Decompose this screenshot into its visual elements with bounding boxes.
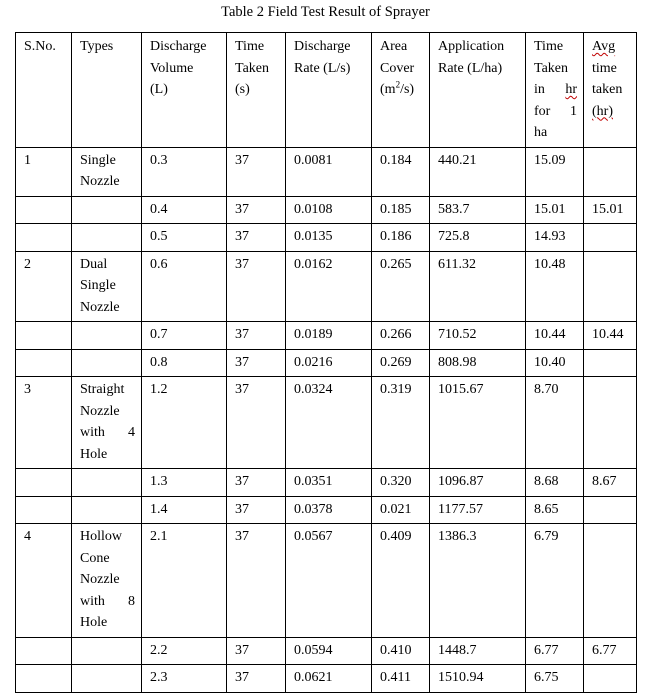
cell-avg-time	[584, 251, 637, 322]
cell-application-rate: 1510.94	[430, 665, 526, 693]
cell-discharge-rate: 0.0351	[286, 469, 372, 497]
cell-application-rate: 710.52	[430, 322, 526, 350]
table-row	[16, 349, 637, 377]
cell-avg-time: 6.77	[584, 637, 637, 665]
cell-discharge-volume: 1.4	[142, 496, 227, 524]
cell-sno: 1	[16, 147, 72, 196]
cell-application-rate: 1386.3	[430, 524, 526, 638]
table-row	[16, 147, 637, 196]
cell-avg-time	[584, 377, 637, 469]
cell-time-taken-hr: 10.44	[526, 322, 584, 350]
cell-type	[72, 322, 142, 350]
cell-application-rate: 1096.87	[430, 469, 526, 497]
cell-area-cover: 0.021	[372, 496, 430, 524]
cell-area-cover: 0.269	[372, 349, 430, 377]
cell-sno: 4	[16, 524, 72, 638]
cell-sno: 2	[16, 251, 72, 322]
cell-sno	[16, 224, 72, 252]
table-row	[16, 469, 637, 497]
cell-discharge-rate: 0.0324	[286, 377, 372, 469]
table-row	[16, 524, 637, 638]
table-row	[16, 224, 637, 252]
cell-area-cover: 0.265	[372, 251, 430, 322]
cell-time-taken-hr: 8.70	[526, 377, 584, 469]
cell-discharge-volume: 2.2	[142, 637, 227, 665]
cell-discharge-rate: 0.0378	[286, 496, 372, 524]
cell-application-rate: 440.21	[430, 147, 526, 196]
cell-discharge-rate: 0.0135	[286, 224, 372, 252]
table-row	[16, 251, 637, 322]
cell-application-rate: 583.7	[430, 196, 526, 224]
cell-discharge-volume: 0.6	[142, 251, 227, 322]
cell-avg-time: 15.01	[584, 196, 637, 224]
cell-type: Hollow Cone Nozzle with 8 Hole	[72, 524, 142, 638]
cell-time-taken-hr: 6.75	[526, 665, 584, 693]
cell-avg-time	[584, 496, 637, 524]
cell-time-taken: 37	[227, 496, 286, 524]
cell-application-rate: 1448.7	[430, 637, 526, 665]
cell-type	[72, 224, 142, 252]
header-time-taken-hr: Time Taken in hr for 1 ha	[526, 33, 584, 148]
cell-time-taken-hr: 14.93	[526, 224, 584, 252]
cell-application-rate: 808.98	[430, 349, 526, 377]
cell-time-taken: 37	[227, 224, 286, 252]
cell-time-taken: 37	[227, 322, 286, 350]
cell-area-cover: 0.320	[372, 469, 430, 497]
cell-time-taken-hr: 6.79	[526, 524, 584, 638]
cell-time-taken: 37	[227, 196, 286, 224]
cell-time-taken: 37	[227, 349, 286, 377]
cell-avg-time: 10.44	[584, 322, 637, 350]
cell-type	[72, 196, 142, 224]
cell-time-taken-hr: 10.40	[526, 349, 584, 377]
cell-type	[72, 469, 142, 497]
cell-type	[72, 665, 142, 693]
cell-discharge-rate: 0.0189	[286, 322, 372, 350]
header-types: Types	[72, 33, 142, 148]
cell-discharge-rate: 0.0594	[286, 637, 372, 665]
table-caption: Table 2 Field Test Result of Sprayer	[221, 4, 430, 20]
cell-area-cover: 0.186	[372, 224, 430, 252]
cell-application-rate: 611.32	[430, 251, 526, 322]
cell-discharge-rate: 0.0567	[286, 524, 372, 638]
field-test-table	[15, 32, 637, 693]
cell-sno	[16, 496, 72, 524]
cell-area-cover: 0.411	[372, 665, 430, 693]
cell-discharge-rate: 0.0108	[286, 196, 372, 224]
cell-time-taken: 37	[227, 524, 286, 638]
cell-application-rate: 1015.67	[430, 377, 526, 469]
cell-discharge-rate: 0.0162	[286, 251, 372, 322]
cell-discharge-volume: 1.3	[142, 469, 227, 497]
cell-time-taken-hr: 15.09	[526, 147, 584, 196]
cell-type	[72, 349, 142, 377]
table-row	[16, 196, 637, 224]
cell-area-cover: 0.319	[372, 377, 430, 469]
cell-area-cover: 0.410	[372, 637, 430, 665]
header-time-taken: Time Taken (s)	[227, 33, 286, 148]
cell-discharge-volume: 0.7	[142, 322, 227, 350]
cell-discharge-volume: 0.4	[142, 196, 227, 224]
cell-application-rate: 725.8	[430, 224, 526, 252]
cell-time-taken: 37	[227, 469, 286, 497]
cell-avg-time	[584, 349, 637, 377]
cell-avg-time	[584, 147, 637, 196]
cell-sno	[16, 196, 72, 224]
cell-time-taken: 37	[227, 665, 286, 693]
cell-discharge-volume: 1.2	[142, 377, 227, 469]
header-row	[16, 33, 637, 148]
cell-time-taken: 37	[227, 251, 286, 322]
cell-avg-time	[584, 224, 637, 252]
cell-sno	[16, 665, 72, 693]
cell-time-taken: 37	[227, 377, 286, 469]
cell-area-cover: 0.184	[372, 147, 430, 196]
cell-avg-time	[584, 524, 637, 638]
cell-sno	[16, 469, 72, 497]
header-avg-time: Avg time taken (hr)	[584, 33, 637, 148]
cell-type: Dual Single Nozzle	[72, 251, 142, 322]
cell-type: Straight Nozzle with 4 Hole	[72, 377, 142, 469]
cell-discharge-volume: 2.3	[142, 665, 227, 693]
cell-avg-time	[584, 665, 637, 693]
table-row	[16, 637, 637, 665]
cell-sno: 3	[16, 377, 72, 469]
cell-time-taken-hr: 10.48	[526, 251, 584, 322]
cell-area-cover: 0.409	[372, 524, 430, 638]
cell-sno	[16, 322, 72, 350]
cell-type: Single Nozzle	[72, 147, 142, 196]
cell-time-taken-hr: 8.68	[526, 469, 584, 497]
header-discharge-rate: Discharge Rate (L/s)	[286, 33, 372, 148]
cell-application-rate: 1177.57	[430, 496, 526, 524]
header-sno: S.No.	[16, 33, 72, 148]
cell-discharge-rate: 0.0216	[286, 349, 372, 377]
cell-discharge-volume: 0.8	[142, 349, 227, 377]
cell-time-taken-hr: 15.01	[526, 196, 584, 224]
cell-time-taken-hr: 8.65	[526, 496, 584, 524]
table-row	[16, 322, 637, 350]
cell-discharge-rate: 0.0081	[286, 147, 372, 196]
cell-sno	[16, 637, 72, 665]
header-area-cover: Area Cover $(m^2/s)$	[372, 33, 430, 148]
cell-discharge-volume: 0.5	[142, 224, 227, 252]
cell-time-taken: 37	[227, 637, 286, 665]
header-discharge-volume: Discharge Volume (L)	[142, 33, 227, 148]
cell-discharge-volume: 0.3	[142, 147, 227, 196]
table-row	[16, 496, 637, 524]
cell-avg-time: 8.67	[584, 469, 637, 497]
cell-sno	[16, 349, 72, 377]
table-row	[16, 377, 637, 469]
cell-time-taken: 37	[227, 147, 286, 196]
cell-time-taken-hr: 6.77	[526, 637, 584, 665]
cell-discharge-rate: 0.0621	[286, 665, 372, 693]
cell-area-cover: 0.185	[372, 196, 430, 224]
header-application-rate: Application Rate (L/ha)	[430, 33, 526, 148]
cell-discharge-volume: 2.1	[142, 524, 227, 638]
cell-type	[72, 496, 142, 524]
cell-area-cover: 0.266	[372, 322, 430, 350]
table-row	[16, 665, 637, 693]
cell-type	[72, 637, 142, 665]
